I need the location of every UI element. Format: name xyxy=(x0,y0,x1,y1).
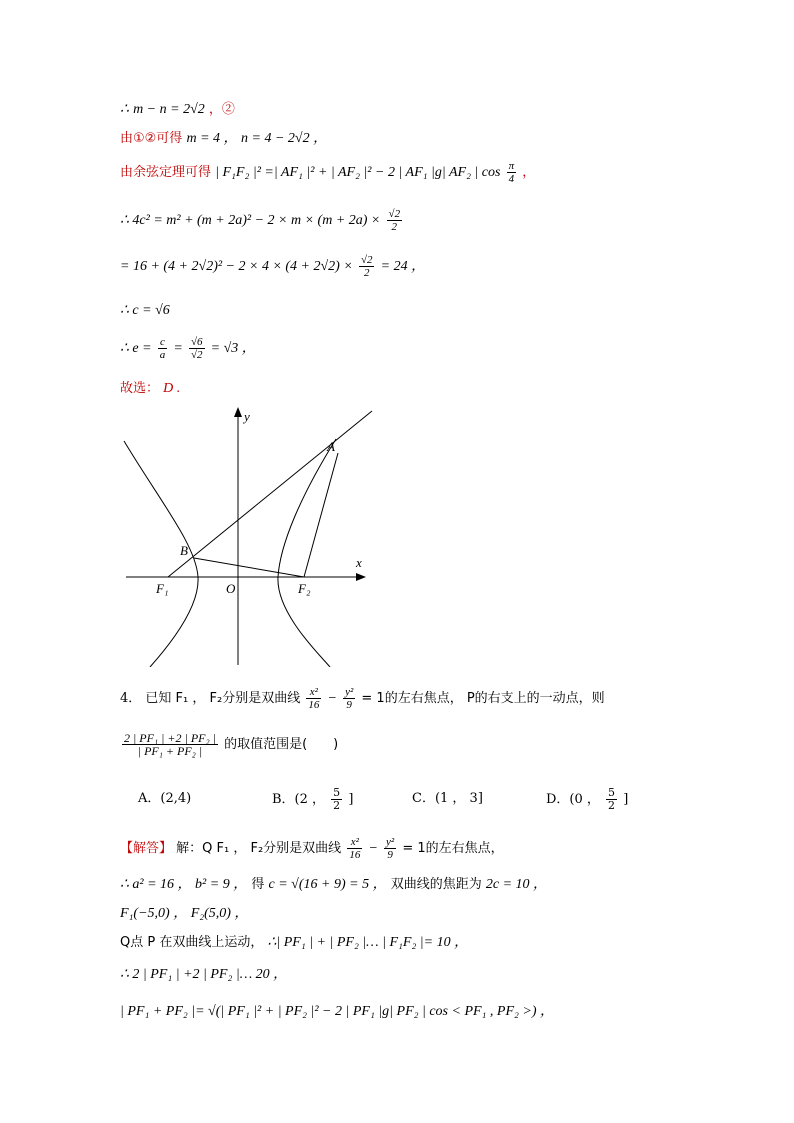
fraction-denominator: 9 xyxy=(387,849,393,861)
fraction-numerator: √6 xyxy=(190,336,203,348)
answer-text: 得 xyxy=(251,877,265,892)
solution-line-1 xyxy=(120,101,235,119)
minus-sign: − xyxy=(368,841,378,856)
equation-4c-squared: ∴ 4c² = m² + (m + 2a)² − 2 × m × (m + 2a) × xyxy=(120,213,381,228)
label-x: x xyxy=(356,555,362,570)
fraction-denominator: √2 xyxy=(190,349,203,361)
law-of-cosines-expression: | F₁F₂ |² =| AF₁ |² + | AF₂ |² − 2 | AF₁ |g| AF₂ | cos xyxy=(215,165,501,180)
segment-b-f2 xyxy=(194,558,304,577)
fraction-numerator: 5 xyxy=(333,786,341,799)
label-point-b: B xyxy=(180,543,188,558)
fraction-numerator: √2 xyxy=(360,254,373,266)
fraction-denominator: 16 xyxy=(308,699,320,711)
solution-line-3 xyxy=(120,160,535,185)
answer-label: 故选： xyxy=(120,381,160,396)
option-b[interactable] xyxy=(272,787,353,812)
answer4-line-4 xyxy=(120,934,468,952)
question-text: 的取值范围是( ) xyxy=(224,737,339,752)
answer-value: D . xyxy=(163,381,181,396)
x-axis-arrow xyxy=(356,573,366,581)
option-tail: ] xyxy=(623,792,629,807)
fraction-root2-over-2 xyxy=(387,208,403,233)
fraction-c-over-a xyxy=(158,336,168,361)
fraction-denominator: 2 xyxy=(608,799,616,812)
fraction-numerator: y² xyxy=(345,686,354,698)
equation-result: = 24 ， xyxy=(380,259,426,274)
fraction-numerator: 5 xyxy=(608,786,616,799)
solution-line-4 xyxy=(120,208,404,233)
answer-text: 解：Q F₁ ， F₂分别是双曲线 xyxy=(176,841,342,856)
question-text: = 1的左右焦点， P的右支上的一动点，则 xyxy=(361,691,605,706)
answer-math: ∴ a² = 16 ， b² = 9 ， xyxy=(120,877,248,892)
fraction-numerator: √2 xyxy=(388,208,401,220)
answer-text: Q点 P 在双曲线上运动， xyxy=(120,935,264,950)
answer-math: ∴ 2 | PF₁ | +2 | PF₂ |… 20 ， xyxy=(120,967,288,982)
fraction-numerator: y² xyxy=(386,836,395,848)
option-d[interactable] xyxy=(546,787,628,812)
solution-line-2 xyxy=(120,130,327,148)
label-origin: O xyxy=(226,581,236,596)
label-y: y xyxy=(244,409,250,424)
question4-stem xyxy=(120,686,605,711)
equation-m-minus-n: m − n = 2√2 xyxy=(133,102,205,117)
equation-result: = √3 ， xyxy=(210,341,256,356)
therefore-symbol: ∴ xyxy=(120,102,129,117)
fraction-root2-over-2 xyxy=(359,254,375,279)
line-f1-a xyxy=(168,411,372,577)
option-label: D．(0 ， xyxy=(546,792,600,807)
answer-math: ∴| PF₁ | + | PF₂ |… | F₁F₂ |= 10 ， xyxy=(267,935,469,950)
answer-math: 2c = 10 ， xyxy=(485,877,548,892)
fraction-denominator: 16 xyxy=(349,849,361,861)
solution-line-6 xyxy=(120,302,170,320)
hyperbola-figure xyxy=(120,405,380,667)
fraction-numerator: 2 | PF₁ | +2 | PF₂ | xyxy=(124,731,216,745)
fraction-y2-over-9 xyxy=(343,686,355,711)
fraction-denominator: 2 xyxy=(333,799,341,812)
answer-text: = 1的左右焦点， xyxy=(402,841,504,856)
equation-marker-2: ，② xyxy=(208,102,235,117)
fraction-x2-over-16 xyxy=(347,836,362,861)
answer-choice-line xyxy=(120,380,180,398)
label-f2: F₂ xyxy=(298,581,311,596)
fraction-root6-over-root2 xyxy=(189,336,205,361)
option-c[interactable] xyxy=(412,787,483,806)
equals-sign: = xyxy=(173,341,183,356)
option-label: B．(2 ， xyxy=(272,792,326,807)
fraction-x2-over-16 xyxy=(306,686,321,711)
fraction-denominator: a xyxy=(159,349,166,361)
solution-text: 由余弦定理可得 xyxy=(120,165,212,180)
hyperbola-right-branch xyxy=(278,439,336,667)
vector-ratio-fraction xyxy=(122,732,218,757)
answer-text: 双曲线的焦距为 xyxy=(390,877,482,892)
fraction-denominator: 4 xyxy=(508,173,515,185)
answer-tag: 【解答】 xyxy=(120,841,173,856)
answer-math: c = √(16 + 9) = 5 ， xyxy=(268,877,387,892)
fraction-5-over-2 xyxy=(606,787,617,812)
equation-substitution: = 16 + (4 + 2√2)² − 2 × 4 × (4 + 2√2) × xyxy=(120,259,353,274)
fraction-numerator: c xyxy=(158,336,168,349)
fraction-numerator: x² xyxy=(347,836,362,849)
answer4-line-1 xyxy=(120,836,504,861)
equation-e-prefix: ∴ e = xyxy=(120,341,152,356)
fraction-numerator: x² xyxy=(306,686,321,699)
fraction-numerator: π xyxy=(508,160,515,172)
answer4-line-3 xyxy=(120,905,248,923)
equation-c-value: ∴ c = √6 xyxy=(120,303,170,318)
solution-line-7 xyxy=(120,336,256,361)
punctuation: ， xyxy=(522,165,536,180)
segment-a-f2 xyxy=(304,453,338,577)
fraction-pi-over-4 xyxy=(507,160,517,185)
option-label: C．(1 ， 3] xyxy=(412,791,483,806)
solution-math: m = 4 ， n = 4 − 2√2 ， xyxy=(186,131,328,146)
focus-coordinates: F₁(−5,0) ， F₂(5,0) ， xyxy=(120,906,249,921)
label-f1: F₁ xyxy=(156,581,169,596)
answer4-line-6 xyxy=(120,1003,554,1021)
label-point-a: A xyxy=(327,439,335,454)
option-tail: ] xyxy=(348,792,354,807)
solution-text: 由①②可得 xyxy=(120,131,183,146)
fraction-5-over-2 xyxy=(331,787,342,812)
fraction-y2-over-9 xyxy=(384,836,396,861)
fraction-denominator: 2 xyxy=(391,221,398,233)
question4-ratio-line xyxy=(120,732,338,757)
answer4-line-5 xyxy=(120,966,287,984)
answer4-line-2 xyxy=(120,876,547,894)
option-label: A．(2,4) xyxy=(138,791,192,806)
fraction-denominator: 2 xyxy=(363,267,370,279)
fraction-denominator: | PF₁ + PF₂ | xyxy=(137,744,203,758)
fraction-denominator: 9 xyxy=(346,699,352,711)
question-text: 已知 F₁ ， F₂分别是双曲线 xyxy=(145,691,301,706)
option-a[interactable] xyxy=(138,787,191,806)
question-number: 4． xyxy=(120,691,142,706)
vector-magnitude-expression: | PF₁ + PF₂ |= √(| PF₁ |² + | PF₂ |² − 2 | PF₁ |g| PF₂ | cos < PF₁ , PF₂ >) ， xyxy=(120,1004,554,1019)
minus-sign: − xyxy=(327,691,337,706)
y-axis-arrow xyxy=(234,407,242,417)
solution-line-5 xyxy=(120,254,425,279)
